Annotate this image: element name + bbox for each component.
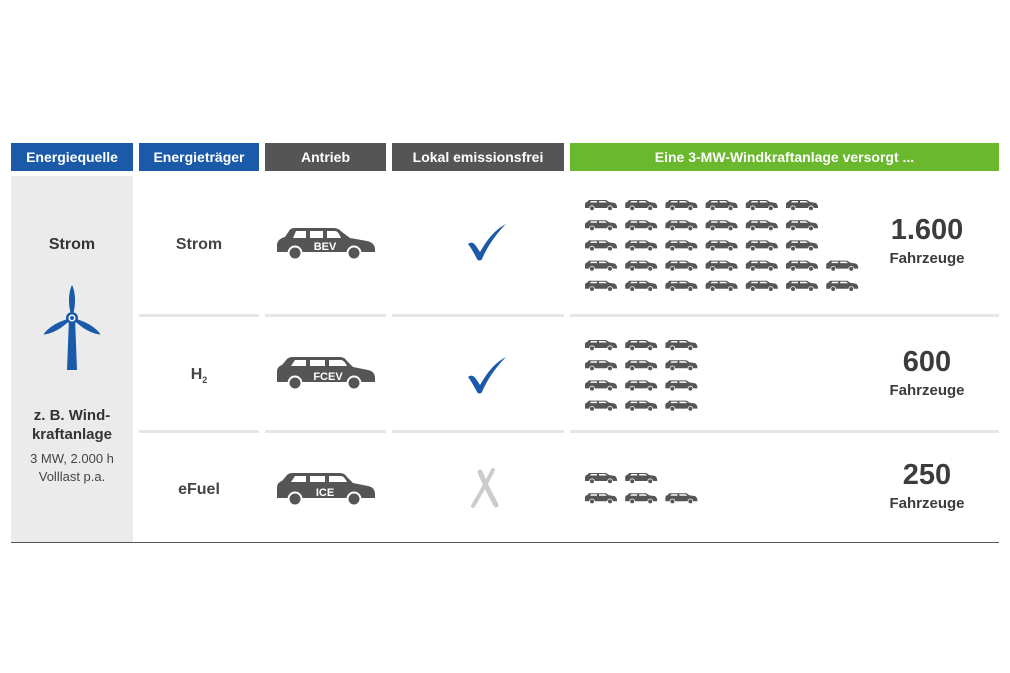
car-icon [746, 200, 778, 211]
car-icon [625, 261, 657, 272]
check-icon [460, 355, 510, 395]
car-icon [746, 240, 778, 251]
source-name: Strom [48, 236, 96, 253]
row-divider [392, 314, 564, 317]
car-icon [665, 261, 697, 272]
car-icon [625, 493, 657, 504]
car-icon [786, 261, 818, 272]
carrier-strom [139, 236, 259, 255]
car-icon [665, 240, 697, 251]
carrier-label: Strom [175, 236, 223, 253]
car-icon [625, 220, 657, 231]
car-icon [665, 493, 697, 504]
car-icon [746, 281, 778, 292]
carrier-label: H [190, 366, 203, 383]
row-divider [139, 430, 259, 433]
vehicle-count-fcev: 600 [902, 346, 952, 378]
header-drive: Antrieb [265, 143, 386, 171]
car-icon [585, 240, 617, 251]
row-divider [570, 314, 999, 317]
source-label [11, 406, 133, 444]
car-icon [665, 220, 697, 231]
car-icon [585, 360, 617, 371]
wind-turbine-icon [39, 284, 105, 370]
row-divider [139, 314, 259, 317]
car-icon [826, 261, 858, 272]
row-divider [570, 430, 999, 433]
car-icon [665, 380, 697, 391]
car-icon [706, 240, 738, 251]
source-label-line2: kraftanlage [31, 426, 113, 443]
source-detail-line1: 3 MW, 2.000 h [30, 451, 114, 466]
vehicle-count-ice: 250 [902, 459, 952, 491]
car-icon [625, 200, 657, 211]
vehicle-fcev [273, 356, 377, 390]
car-icon [786, 281, 818, 292]
car-icon [585, 473, 617, 484]
car-icon [625, 340, 657, 351]
check-icon [460, 222, 510, 262]
fleet-ice [580, 470, 870, 510]
car-icon [625, 240, 657, 251]
fleet-fcev [580, 337, 870, 417]
header-energy-carrier: Energieträger [139, 143, 259, 171]
car-icon [585, 261, 617, 272]
car-icon [786, 240, 818, 251]
vehicle-ice [273, 472, 377, 506]
car-icon [585, 493, 617, 504]
source-detail [11, 450, 133, 486]
fleet-icons [580, 337, 870, 417]
car-icon [665, 360, 697, 371]
car-icon [746, 261, 778, 272]
source-label-line1: z. B. Wind- [33, 407, 111, 424]
car-icon [585, 340, 617, 351]
drive-label: BEV [313, 241, 337, 253]
vehicle-unit-ice: Fahrzeuge [889, 495, 965, 512]
car-icon [625, 380, 657, 391]
row-divider [265, 430, 386, 433]
vehicle-count-bev: 1.600 [890, 214, 964, 246]
car-icon [706, 200, 738, 211]
car-icon [746, 220, 778, 231]
energy-source-column [11, 176, 133, 543]
car-icon [665, 200, 697, 211]
car-icon [706, 220, 738, 231]
table-bottom-line [11, 542, 999, 543]
car-icon [585, 281, 617, 292]
drive-label: ICE [315, 487, 335, 499]
fleet-icons [580, 197, 870, 297]
car-icon [625, 401, 657, 412]
header-energy-source: Energiequelle [11, 143, 133, 171]
car-icon [625, 281, 657, 292]
car-icon [786, 220, 818, 231]
car-icon [665, 401, 697, 412]
fleet-bev [580, 197, 870, 297]
drive-label: FCEV [313, 371, 343, 383]
carrier-efuel [139, 481, 259, 500]
carrier-h2 [139, 366, 259, 385]
car-icon [585, 401, 617, 412]
carrier-label: eFuel [178, 481, 220, 498]
car-icon [826, 281, 858, 292]
row-divider [265, 314, 386, 317]
vehicle-unit-fcev: Fahrzeuge [889, 382, 965, 399]
car-icon [665, 340, 697, 351]
car-icon [665, 281, 697, 292]
car-icon [585, 380, 617, 391]
vehicle-unit-bev: Fahrzeuge [889, 250, 965, 267]
car-icon [706, 261, 738, 272]
car-icon [625, 360, 657, 371]
header-supply: Eine 3-MW-Windkraftanlage versorgt ... [570, 143, 999, 171]
car-icon [706, 281, 738, 292]
header-local-emission-free: Lokal emissionsfrei [392, 143, 564, 171]
carrier-subscript: 2 [202, 375, 208, 386]
row-divider [392, 430, 564, 433]
vehicle-bev [273, 226, 377, 260]
fleet-icons [580, 470, 870, 510]
car-icon [786, 200, 818, 211]
source-detail-line2: Volllast p.a. [38, 469, 106, 484]
car-icon [625, 473, 657, 484]
cross-icon [460, 468, 510, 508]
car-icon [585, 200, 617, 211]
car-icon [585, 220, 617, 231]
